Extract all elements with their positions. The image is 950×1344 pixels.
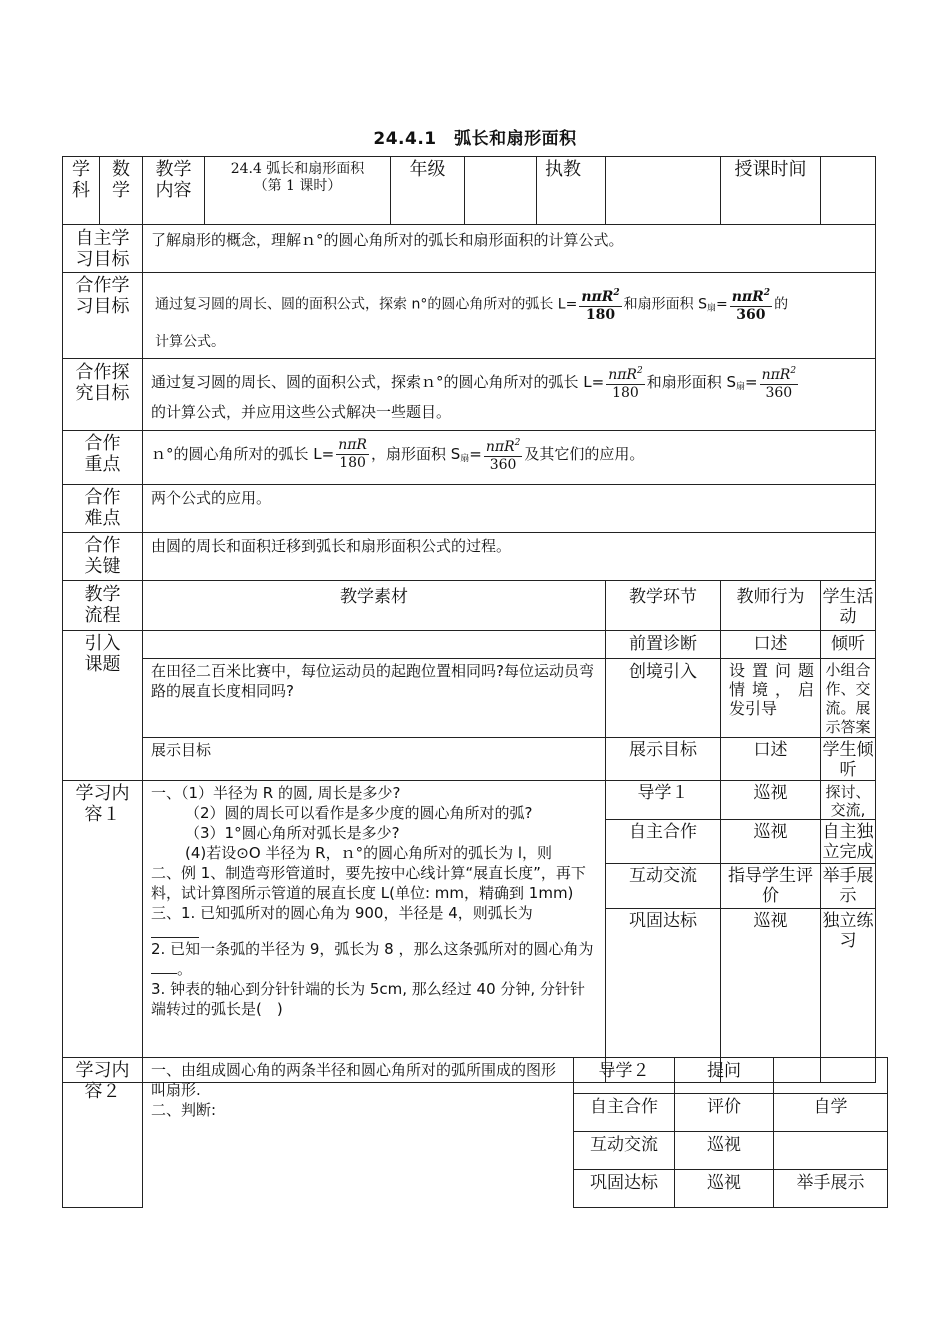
- teacher-label-cell: [537, 157, 606, 225]
- intro-label: 引入课题: [84, 633, 121, 675]
- answer-blank-1[interactable]: [151, 923, 199, 938]
- study2-left-row: [63, 1058, 574, 1208]
- focus-arc-denominator: 180: [339, 455, 366, 471]
- coop-goal-row: [63, 273, 876, 359]
- focus-label-cell: [63, 431, 143, 485]
- arc-length-formula: [579, 285, 621, 324]
- study2-row-1: [574, 1058, 888, 1094]
- study1-stage-4: 巩固达标: [606, 909, 721, 1083]
- study1-row-1: [63, 781, 876, 820]
- content-label-cell: [143, 157, 205, 225]
- study2-stage-2: 自主合作: [574, 1094, 675, 1132]
- explore-arc-formula: [606, 363, 645, 402]
- difficulty-row: [63, 485, 876, 533]
- focus-equals-sign: =: [469, 445, 482, 463]
- intro-show-goal: 展示目标: [143, 738, 606, 781]
- focus-sector-subscript: 扇: [460, 454, 470, 464]
- focus-area-exponent: 2: [514, 438, 521, 448]
- study1-line-7-end: 。: [177, 960, 193, 978]
- self-goal-row: [63, 225, 876, 273]
- flow-label-cell: [63, 581, 143, 631]
- intro-material-empty: [143, 631, 606, 659]
- self-goal-label-cell: [63, 225, 143, 273]
- subject-label-cell: [63, 157, 100, 225]
- time-value-cell: [821, 157, 876, 225]
- explore-goal-text-a: 通过复习圆的周长、圆的面积公式，探索ｎ°的圆心角所对的弧长 L=: [151, 373, 605, 391]
- intro-row-1: [63, 631, 876, 659]
- content-label: 教学内容: [155, 159, 192, 201]
- sector-subscript: 扇: [706, 303, 716, 314]
- difficulty-label: 合作难点: [84, 487, 121, 529]
- key-label-cell: [63, 533, 143, 581]
- study1-teacher-3: 指导学生评价: [721, 864, 821, 909]
- study2-teacher-2: 评价: [675, 1094, 774, 1132]
- intro-student-3: 学生倾听: [821, 738, 876, 781]
- study2-right-table: [573, 1057, 888, 1208]
- stage-header: 教学环节: [606, 581, 721, 631]
- explore-equals-sign: =: [745, 373, 758, 391]
- header-row: [63, 157, 876, 225]
- content-value-cell: [205, 157, 391, 225]
- grade-value-cell: [465, 157, 537, 225]
- study1-student-3: 举手展示: [821, 864, 876, 909]
- intro-stage-3: 展示目标: [606, 738, 721, 781]
- study1-stage-3: 互动交流: [606, 864, 721, 909]
- explore-arc-denominator: 180: [612, 385, 639, 401]
- content-value-line1: 24.4 弧长和扇形面积: [230, 161, 365, 177]
- coop-goal-text-a: 通过复习圆的周长、圆的面积公式，探索 n°的圆心角所对的弧长 L=: [155, 296, 578, 313]
- sector-area-denominator: 360: [736, 307, 766, 323]
- study1-student-1: 探讨、交流,: [821, 781, 876, 820]
- teacher-action-header: 教师行为: [721, 581, 821, 631]
- study2-content: [143, 1058, 574, 1208]
- explore-goal-text-cell: [143, 359, 876, 431]
- coop-goal-text-c: 的: [774, 296, 789, 313]
- intro-stage-2: 创境引入: [606, 659, 721, 738]
- study2-row-3: [574, 1132, 888, 1170]
- focus-arc-formula: [336, 437, 369, 472]
- study2-teacher-3: 巡视: [675, 1132, 774, 1170]
- study1-line-3: （3）1°圆心角所对弧长是多少?: [185, 824, 400, 842]
- study2-teacher-4: 巡视: [675, 1170, 774, 1208]
- explore-area-denominator: 360: [765, 385, 793, 401]
- study1-line-2: （2）圆的周长可以看作是多少度的圆心角所对的弧?: [185, 804, 533, 822]
- sector-area-numerator: nπR: [731, 289, 764, 305]
- arc-length-denominator: 180: [585, 307, 616, 323]
- study2-teacher-1: 提问: [675, 1058, 774, 1094]
- explore-sector-subscript: 扇: [736, 382, 746, 392]
- content-value-line2: （第 1 课时）: [253, 178, 342, 194]
- subject-value: 数学: [112, 159, 130, 201]
- focus-area-formula: [484, 435, 523, 474]
- study1-teacher-1: 巡视: [721, 781, 821, 820]
- coop-goal-text-b: 和扇形面积 S: [623, 296, 707, 313]
- study2-line-1: 一、由组成圆心角的两条半径和圆心角所对的弧所围成的图形叫扇形.: [151, 1061, 557, 1099]
- study1-label-cell: [63, 781, 143, 1083]
- explore-goal-text-c: 的计算公式，并应用这些公式解决一些题目。: [151, 403, 452, 421]
- difficulty-label-cell: [63, 485, 143, 533]
- explore-area-formula: [760, 363, 799, 402]
- focus-text-c: 及其它们的应用。: [524, 445, 645, 463]
- study2-stage-3: 互动交流: [574, 1132, 675, 1170]
- focus-text-a: ｎ°的圆心角所对的弧长 L=: [151, 445, 335, 463]
- study1-content: [143, 781, 606, 1083]
- study1-student-4: 独立练习: [821, 909, 876, 1083]
- study2-student-3: [774, 1132, 888, 1170]
- intro-stage-1: 前置诊断: [606, 631, 721, 659]
- time-label: 授课时间: [734, 159, 807, 180]
- study1-student-2: 自主独立完成: [821, 820, 876, 864]
- difficulty-text: 两个公式的应用。: [143, 485, 876, 533]
- material-header: 教学素材: [143, 581, 606, 631]
- study2-left-table: [62, 1057, 574, 1208]
- study1-stage-1: 导学１: [606, 781, 721, 820]
- study1-line-5: 二、例 1、制造弯形管道时，要先按中心线计算“展直长度”，再下料，试计算图所示管道的展直长度 L(单位: mm，精确到 1mm): [151, 864, 586, 902]
- grade-label-cell: [391, 157, 465, 225]
- study2-stage-4: 巩固达标: [574, 1170, 675, 1208]
- study1-teacher-2: 巡视: [721, 820, 821, 864]
- focus-label: 合作重点: [84, 433, 121, 475]
- study1-stage-2: 自主合作: [606, 820, 721, 864]
- intro-student-2: 小组合作、交流。展示答案: [821, 659, 876, 738]
- key-label: 合作关键: [84, 535, 121, 577]
- explore-goal-text-b: 和扇形面积 S: [646, 373, 736, 391]
- coop-goal-label-cell: [63, 273, 143, 359]
- teacher-label: 执教: [545, 159, 581, 180]
- explore-arc-numerator: nπR: [608, 367, 637, 383]
- flow-header-row: [63, 581, 876, 631]
- coop-goal-text-cell: [143, 273, 876, 359]
- study2-label-cell: [63, 1058, 143, 1208]
- intro-row-2: [63, 659, 876, 738]
- self-goal-label: 自主学习目标: [75, 228, 130, 270]
- answer-blank-2[interactable]: [151, 959, 177, 974]
- study1-line-6: 三、1. 已知弧所对的圆心角为 900，半径是 4，则弧长为: [151, 904, 533, 922]
- study2-label: 学习内容２: [75, 1060, 130, 1102]
- study1-teacher-4: 巡视: [721, 909, 821, 1083]
- key-text: 由圆的周长和面积迁移到弧长和扇形面积公式的过程。: [143, 533, 876, 581]
- explore-area-numerator: nπR: [761, 367, 791, 383]
- focus-area-numerator: nπR: [485, 439, 515, 455]
- explore-goal-label-cell: [63, 359, 143, 431]
- explore-goal-row: [63, 359, 876, 431]
- self-goal-text: 了解扇形的概念，理解ｎ°的圆心角所对的弧长和扇形面积的计算公式。: [143, 225, 876, 273]
- study1-line-1: 一、（1）半径为 R 的圆, 周长是多少?: [151, 784, 401, 802]
- coop-goal-label: 合作学习目标: [75, 275, 130, 317]
- arc-length-numerator: nπR: [581, 289, 614, 305]
- intro-label-cell: [63, 631, 143, 781]
- teacher-value-cell: [606, 157, 721, 225]
- document-title: 24.4.1 弧长和扇形面积: [373, 129, 577, 149]
- intro-row-3: [63, 738, 876, 781]
- coop-goal-text-d: 计算公式。: [155, 334, 225, 350]
- intro-question: 在田径二百米比赛中，每位运动员的起跑位置相同吗?每位运动员弯路的展直长度相同吗?: [143, 659, 606, 738]
- subject-value-cell: [100, 157, 143, 225]
- study1-line-4: (4)若设⊙O 半径为 R，ｎ°的圆心角所对的弧长为 l，则: [185, 844, 553, 862]
- student-activity-header: 学生活动: [821, 581, 876, 631]
- focus-area-denominator: 360: [489, 457, 517, 473]
- focus-text-cell: [143, 431, 876, 485]
- explore-area-exponent: 2: [790, 366, 797, 376]
- study1-line-8: 3. 钟表的轴心到分针针端的长为 5cm, 那么经过 40 分钟, 分针针端转过的弧长是( ): [151, 980, 585, 1018]
- lesson-plan-table: [62, 156, 876, 1083]
- sector-area-formula: [730, 285, 772, 324]
- intro-student-1: 倾听: [821, 631, 876, 659]
- key-row: [63, 533, 876, 581]
- flow-label: 教学流程: [84, 584, 121, 626]
- arc-length-exponent: 2: [613, 288, 620, 298]
- intro-teacher-3: 口述: [721, 738, 821, 781]
- intro-teacher-1: 口述: [721, 631, 821, 659]
- focus-text-b: ，扇形面积 S: [370, 445, 461, 463]
- study2-student-2: 自学: [774, 1094, 888, 1132]
- explore-goal-label: 合作探究目标: [75, 362, 130, 404]
- time-label-cell: [721, 157, 821, 225]
- study2-student-4: 举手展示: [774, 1170, 888, 1208]
- study2-line-2: 二、判断:: [151, 1101, 217, 1119]
- study2-row-4: [574, 1170, 888, 1208]
- grade-label: 年级: [409, 159, 446, 180]
- intro-teacher-2: 设 置 问 题 情 境 ， 启 发引导: [721, 659, 821, 738]
- focus-arc-numerator: nπR: [338, 437, 367, 453]
- study2-stage-1: 导学２: [574, 1058, 675, 1094]
- sector-area-exponent: 2: [763, 288, 771, 298]
- study2-student-1: [774, 1058, 888, 1094]
- study2-row-2: [574, 1094, 888, 1132]
- study1-line-7: 2. 已知一条弧的半径为 9，弧长为 8 ，那么这条弧所对的圆心角为: [151, 940, 594, 958]
- focus-row: [63, 431, 876, 485]
- study1-label: 学习内容１: [75, 783, 130, 825]
- subject-label: 学科: [72, 159, 90, 201]
- explore-arc-exponent: 2: [636, 366, 643, 376]
- equals-sign: =: [716, 296, 728, 313]
